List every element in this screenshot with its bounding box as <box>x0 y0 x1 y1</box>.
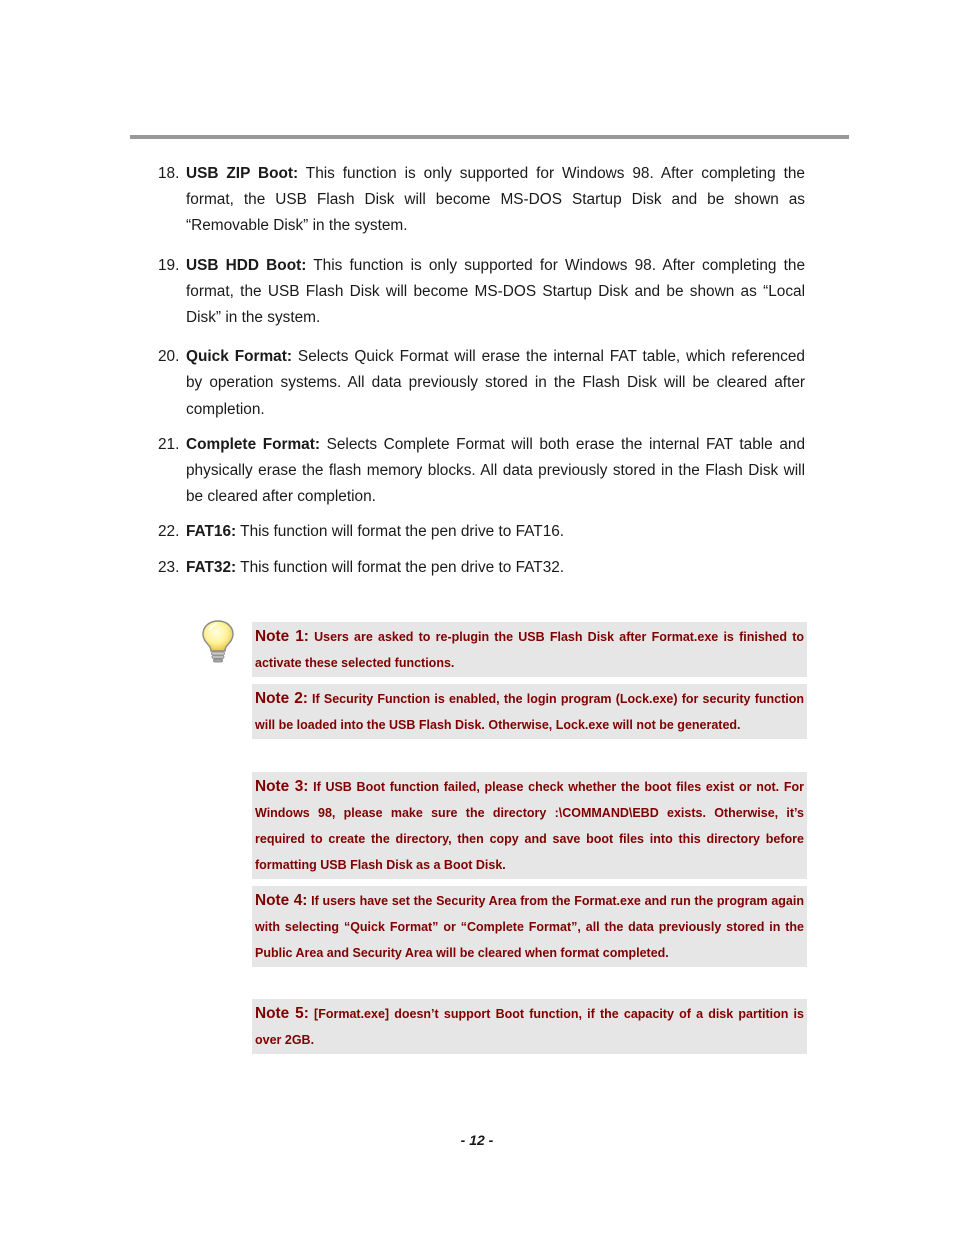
item-text: Selects Quick Format will erase the internal FAT table, which referenced by operation systems. All data previously stored in the Flash Disk will be cleared after completion. <box>186 348 805 418</box>
item-title: FAT32: <box>186 558 237 576</box>
item-text: This function will format the pen drive to FAT32. <box>236 558 565 576</box>
item-number: 20. <box>158 348 180 366</box>
lightbulb-icon <box>198 618 238 664</box>
item-number: 23. <box>158 558 180 576</box>
item-title: FAT16: <box>186 523 237 541</box>
note-label: Note 4: <box>255 892 308 909</box>
note-text: If Security Function is enabled, the login program (Lock.exe) for security function will be loaded into the USB Flash Disk. Otherwise, Lock.exe will not be generated. <box>255 692 804 732</box>
item-text: Selects Complete Format will both erase the internal FAT table and physically erase the flash memory blocks. All data previously stored in the Flash Disk will be cleared after completion. <box>186 435 806 506</box>
item-number: 19. <box>158 256 180 274</box>
list-item-usb-hdd-boot <box>158 253 805 332</box>
list-item-complete-format <box>158 432 805 511</box>
page-number: - 12 - <box>460 1132 494 1148</box>
header-rule <box>130 135 849 139</box>
item-number: 22. <box>158 523 180 541</box>
note-5 <box>252 999 807 1054</box>
item-title: USB HDD Boot: <box>186 256 307 274</box>
note-label: Note 3: <box>255 778 309 795</box>
note-text: If users have set the Security Area from the Format.exe and run the program again with selecting “Quick Format” or “Complete Format”, all the data previously stored in the Public Area and Security Area will be cleared when format completed. <box>255 894 804 960</box>
note-text: Users are asked to re-plugin the USB Flash Disk after Format.exe is finished to activate these selected functions. <box>255 630 804 670</box>
item-title: Complete Format: <box>186 435 320 453</box>
note-text: If USB Boot function failed, please check whether the boot files exist or not. For Windows 98, please make sure the directory :\COMMAND\EBD exists. Otherwise, it’s required to create the directory, then copy and save boot files into this directory before formatting USB Flash Disk as a Boot Disk. <box>255 780 804 872</box>
function-list <box>158 161 805 581</box>
item-text: This function will format the pen drive to FAT16. <box>236 523 565 541</box>
note-label: Note 1: <box>255 628 309 645</box>
list-item-quick-format <box>158 344 805 423</box>
item-text: This function is only supported for Windows 98. After completing the format, the USB Flash Disk will become MS-DOS Startup Disk and be shown as “Local Disk” in the system. <box>186 256 806 327</box>
item-number: 21. <box>158 435 180 453</box>
note-text: [Format.exe] doesn’t support Boot function, if the capacity of a disk partition is over 2GB. <box>255 1007 804 1047</box>
list-item-fat16 <box>158 519 805 545</box>
item-text: This function is only supported for Windows 98. After completing the format, the USB Flash Disk will become MS-DOS Startup Disk and be shown as “Removable Disk” in the system. <box>186 165 805 235</box>
note-label: Note 5: <box>255 1005 309 1022</box>
item-title: Quick Format: <box>186 348 292 366</box>
note-1 <box>252 622 807 677</box>
note-4 <box>252 886 807 967</box>
note-3 <box>252 772 807 879</box>
item-number: 18. <box>158 165 180 182</box>
list-item-usb-zip-boot <box>158 161 805 240</box>
note-label: Note 2: <box>255 690 308 707</box>
note-2 <box>252 684 807 739</box>
item-title: USB ZIP Boot: <box>186 165 299 182</box>
list-item-fat32 <box>158 555 805 581</box>
